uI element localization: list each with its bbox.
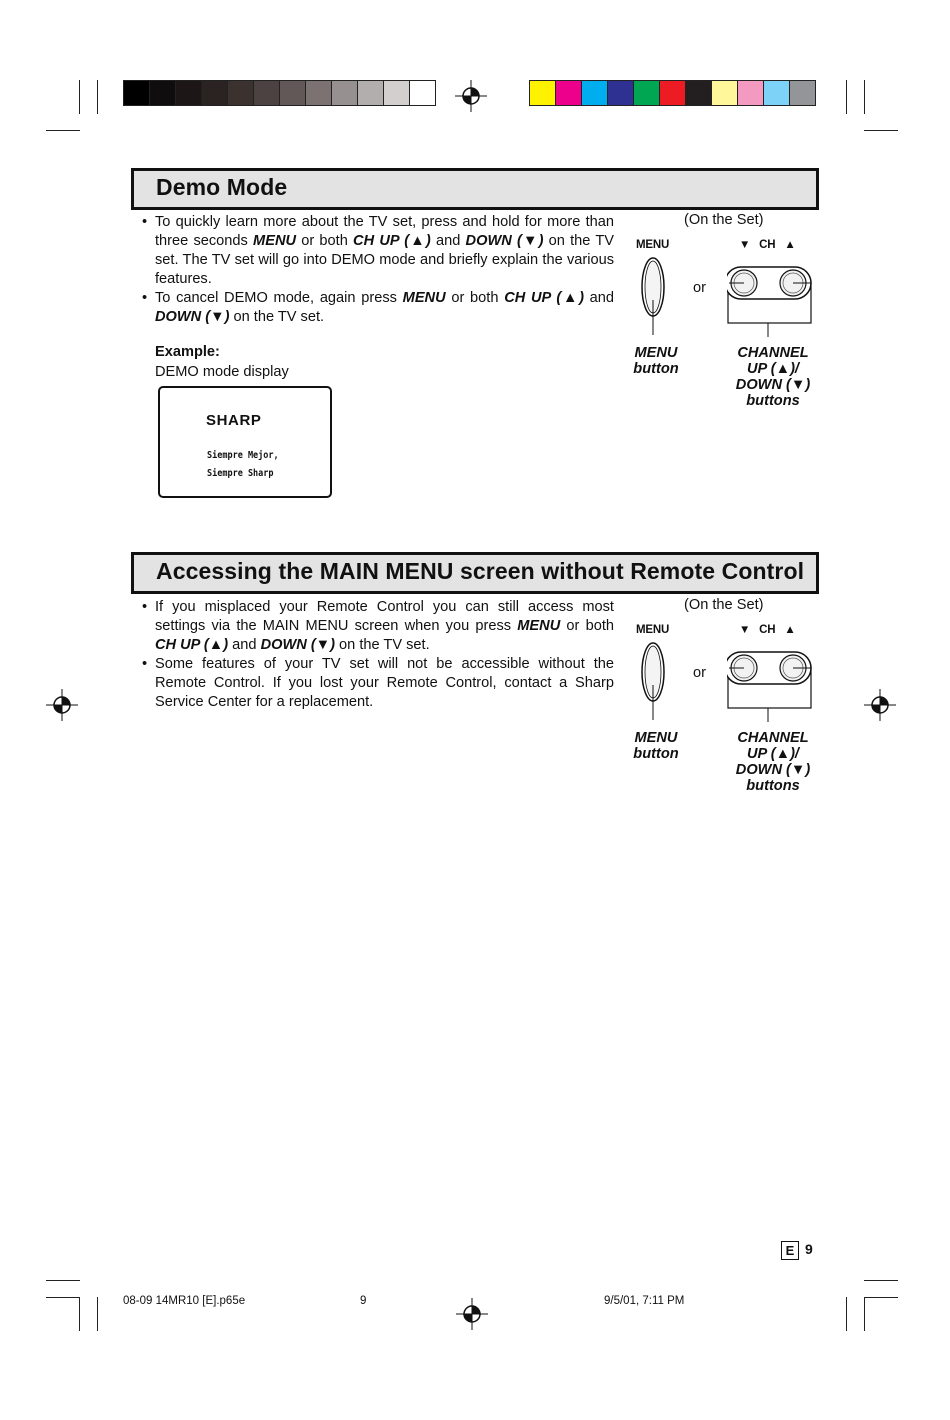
display-line-1: Siempre Mejor, xyxy=(207,450,279,461)
grayscale-swatch xyxy=(358,81,384,105)
on-the-set-label: (On the Set) xyxy=(684,212,764,228)
registration-mark-icon xyxy=(456,1298,488,1330)
grayscale-swatch xyxy=(228,81,254,105)
caption-line: UP (▲)/ xyxy=(746,361,799,377)
section-title: Accessing the MAIN MENU screen without Remote Control xyxy=(156,558,805,584)
caption-line: MENU xyxy=(634,345,678,361)
process-color-bar xyxy=(529,80,816,106)
grayscale-swatch xyxy=(384,81,410,105)
bullet-text: on the TV set. xyxy=(229,309,325,325)
menu-label: MENU xyxy=(636,624,670,636)
page-number: 9 xyxy=(805,1241,813,1257)
grayscale-color-bar xyxy=(123,80,436,106)
process-swatch xyxy=(686,81,712,105)
process-swatch xyxy=(764,81,790,105)
grayscale-swatch xyxy=(410,81,435,105)
display-line-2: Siempre Sharp xyxy=(207,468,274,479)
channel-buttons-caption xyxy=(724,730,822,794)
menu-button-icon xyxy=(640,641,670,721)
bullet-text: or both xyxy=(296,233,354,249)
bullet-text: If you misplaced your Remote Control you can still access most settings via the MAIN MENU screen when you press xyxy=(155,599,614,634)
menu-button-icon xyxy=(640,256,670,336)
process-swatch xyxy=(556,81,582,105)
section-header-demo-mode xyxy=(131,168,819,210)
grayscale-swatch xyxy=(202,81,228,105)
bullet-text: Some features of your TV set will not be accessible without the Remote Control. If you lost your Remote Control, contact a Sharp Service Center for a replacement. xyxy=(155,656,614,710)
bullet-text: or both xyxy=(445,290,505,306)
example-label: Example: xyxy=(155,344,220,360)
registration-mark-icon xyxy=(46,689,78,721)
bullet-text: and xyxy=(228,637,261,653)
process-swatch xyxy=(608,81,634,105)
process-swatch xyxy=(790,81,815,105)
process-swatch xyxy=(712,81,738,105)
caption-line: CHANNEL xyxy=(737,345,809,361)
footer-file: 08-09 14MR10 [E].p65e xyxy=(123,1295,246,1307)
demo-mode-bullets xyxy=(140,213,614,327)
bold-term: CH UP (▲) xyxy=(504,290,584,306)
process-swatch xyxy=(530,81,556,105)
bullet-text: on the TV set. xyxy=(335,637,430,653)
demo-mode-display xyxy=(158,386,332,498)
section-header-main-menu xyxy=(131,552,819,594)
section-title: Demo Mode xyxy=(156,174,288,200)
bullet-text: and xyxy=(583,290,615,306)
process-swatch xyxy=(660,81,686,105)
process-swatch xyxy=(738,81,764,105)
bullet-text: To cancel DEMO mode, again press xyxy=(155,290,403,306)
on-the-set-label: (On the Set) xyxy=(684,597,764,613)
grayscale-swatch xyxy=(306,81,332,105)
ch-label: ▼ CH ▲ xyxy=(739,239,796,251)
footer-page: 9 xyxy=(360,1295,367,1307)
caption-line: button xyxy=(633,361,679,377)
registration-mark-icon xyxy=(864,689,896,721)
caption-line: buttons xyxy=(746,393,800,409)
bold-term: DOWN (▼) xyxy=(465,233,544,249)
menu-button-caption xyxy=(626,345,686,377)
process-swatch xyxy=(634,81,660,105)
menu-label: MENU xyxy=(636,239,670,251)
language-badge: E xyxy=(781,1241,799,1260)
bullet-item xyxy=(140,213,614,289)
ch-label: ▼ CH ▲ xyxy=(739,624,796,636)
grayscale-swatch xyxy=(280,81,306,105)
channel-buttons-icon xyxy=(727,262,813,338)
caption-line: buttons xyxy=(746,778,800,794)
footer-datetime: 9/5/01, 7:11 PM xyxy=(604,1295,685,1307)
bold-term: MENU xyxy=(402,290,446,306)
bullet-text: on the TV set. The TV set will go into DEMO mode and briefly explain the various features. xyxy=(155,233,614,287)
caption-line: UP (▲)/ xyxy=(746,746,799,762)
grayscale-swatch xyxy=(124,81,150,105)
sharp-logo: SHARP xyxy=(206,412,262,429)
bullet-item xyxy=(140,289,614,327)
bullet-text: and xyxy=(430,233,466,249)
bold-term: CH UP (▲) xyxy=(155,637,229,653)
bold-term: MENU xyxy=(517,618,561,634)
bullet-item xyxy=(140,655,614,712)
main-menu-bullets xyxy=(140,598,614,712)
bullet-item xyxy=(140,598,614,655)
registration-mark-icon xyxy=(455,80,487,112)
grayscale-swatch xyxy=(176,81,202,105)
process-swatch xyxy=(582,81,608,105)
example-subtitle: DEMO mode display xyxy=(155,364,289,380)
bold-term: DOWN (▼) xyxy=(155,309,230,325)
bold-term: MENU xyxy=(253,233,297,249)
menu-button-caption xyxy=(626,730,686,762)
channel-buttons-icon xyxy=(727,647,813,723)
grayscale-swatch xyxy=(332,81,358,105)
bold-term: DOWN (▼) xyxy=(260,637,335,653)
caption-line: CHANNEL xyxy=(737,730,809,746)
bullet-text: To quickly learn more about the TV set, press and hold for more than three seconds xyxy=(155,214,614,249)
caption-line: DOWN (▼) xyxy=(735,762,811,778)
caption-line: MENU xyxy=(634,730,678,746)
bullet-text: or both xyxy=(560,618,614,634)
caption-line: button xyxy=(633,746,679,762)
caption-line: DOWN (▼) xyxy=(735,377,811,393)
grayscale-swatch xyxy=(150,81,176,105)
grayscale-swatch xyxy=(254,81,280,105)
or-label: or xyxy=(693,665,706,681)
bold-term: CH UP (▲) xyxy=(353,233,431,249)
or-label: or xyxy=(693,280,706,296)
channel-buttons-caption xyxy=(724,345,822,409)
